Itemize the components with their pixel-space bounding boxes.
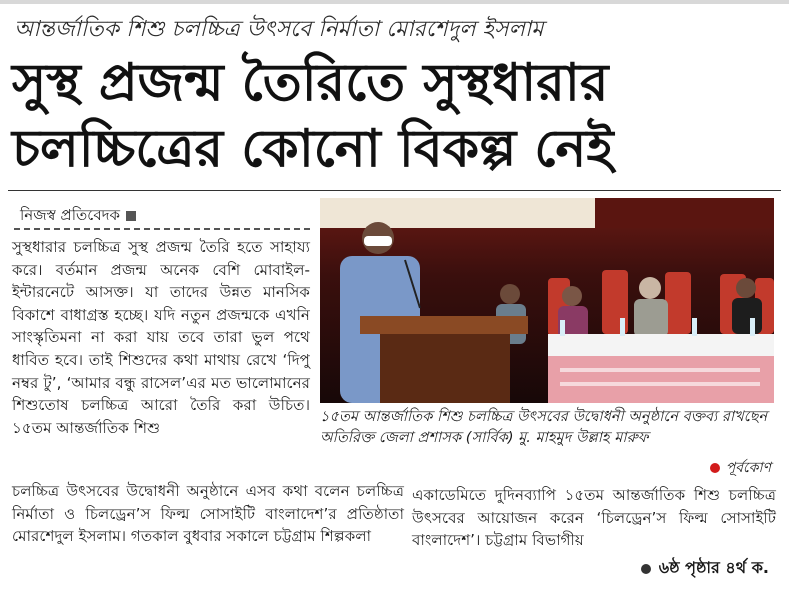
continued-text: ৬ষ্ঠ পৃষ্ঠার ৪র্থ ক. [658, 558, 769, 577]
photo-credit-text: পূর্বকোণ [725, 460, 771, 476]
body-paragraph: সুস্থধারার চলচ্চিত্র সুস্থ প্রজন্ম তৈরি হতে সাহায্য করে। বর্তমান প্রজন্ম অনেক বেশি মোবাইল-ইন্টারনেটে আসক্ত। যা তাদের উন্নত মানসিক বিকাশে বাধাগ্রস্ত হচ্ছে। যদি নতুন প্রজন্মকে এখনি সাংস্কৃতিমনা না করা যায় তবে তারা ভুল পথে ধাবিত হবে। তাই শিশুদের কথা মাথায় রেখে ‘দিপু নম্বর টু’, ‘আমার বন্ধু রাসেল’এর মত ভালোমানের শিশুতোষ চলচ্চিত্র আরো তৈরি করা উচিত। ১৫তম আন্তর্জাতিক শিশু [12, 238, 310, 437]
headline-line-2: চলচ্চিত্রের কোনো বিকল্প নেই [12, 119, 614, 179]
photo-caption: ১৫তম আন্তর্জাতিক শিশু চলচ্চিত্র উৎসবের উদ্বোধনী অনুষ্ঠানে বক্তব্য রাখছেন অতিরিক্ত জেলা প্রশাসক (সার্বিক) মু. মাহমুদ উল্লাহ মারুফ [320, 408, 768, 446]
body-column [12, 236, 310, 439]
byline [20, 204, 136, 229]
continued-dot-icon [641, 564, 651, 574]
body-bottom-text: চলচ্চিত্র উৎসবের উদ্বোধনী অনুষ্ঠানে এসব কথা বলেন চলচ্চিত্র নির্মাতা ও চিলড্রেন’স ফিল্ম সোসাইটি বাংলাদেশ’র প্রতিষ্ঠাতা মোরশেদুল ইসলাম। গতকাল বুধবার সকালে চট্টগ্রাম শিল্পকলা [12, 482, 404, 546]
right-column [412, 484, 776, 552]
headline-line-1: সুস্থ প্রজন্ম তৈরিতে সুস্থধারার [12, 53, 609, 113]
body-column-continuation [12, 480, 404, 548]
byline-divider [14, 228, 310, 230]
continued-on-page[interactable] [641, 555, 769, 582]
byline-text: নিজস্ব প্রতিবেদক [20, 206, 121, 224]
credit-dot-icon [710, 463, 720, 473]
headline [12, 50, 782, 182]
top-rule [0, 0, 789, 4]
event-photo [320, 198, 774, 403]
photo-credit [710, 456, 771, 480]
stage-scene-illustration [320, 198, 774, 403]
byline-square-icon [126, 211, 136, 221]
headline-rule [8, 190, 781, 191]
right-column-text: একাডেমিতে দুদিনব্যাপি ১৫তম আন্তর্জাতিক শিশু চলচ্চিত্র উৎসবের আয়োজন করেন ‘চিলড্রেন’স ফিল্ম সোসাইটি বাংলাদেশ’। চট্টগ্রাম বিভাগীয় [412, 486, 776, 550]
kicker: আন্তর্জাতিক শিশু চলচ্চিত্র উৎসবে নির্মাতা মোরশেদুল ইসলাম [14, 17, 544, 42]
